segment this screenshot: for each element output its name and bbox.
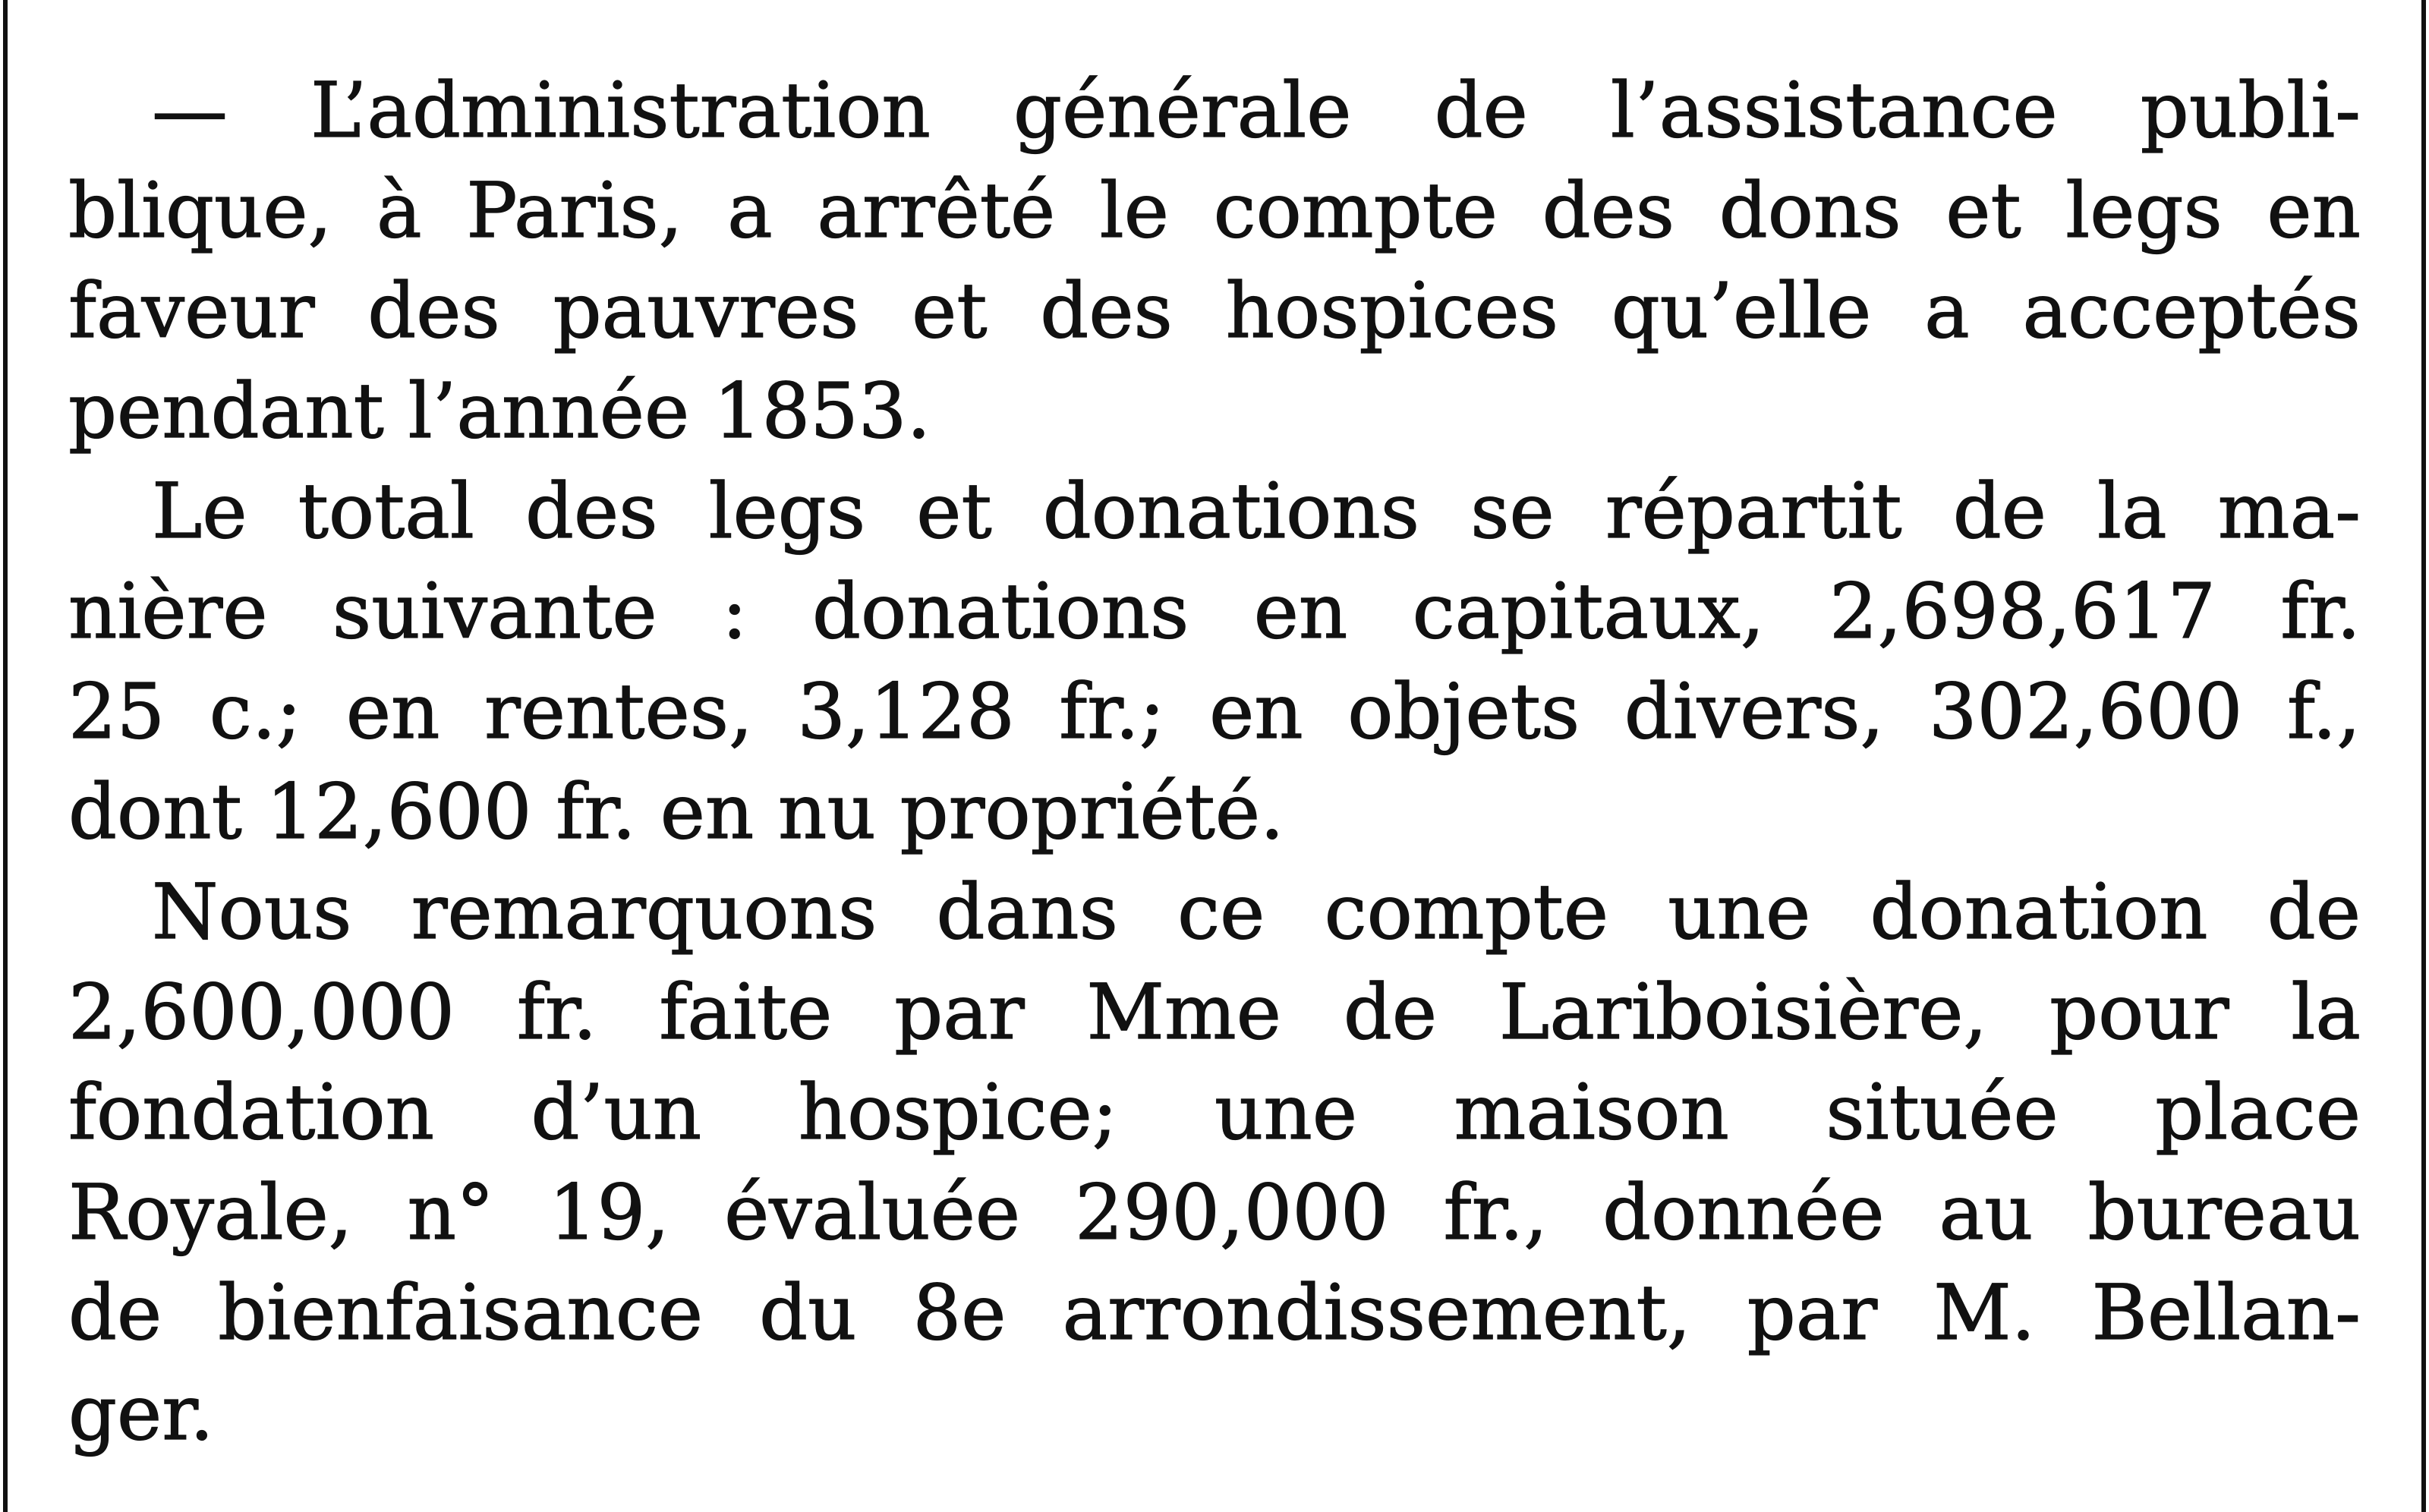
article-body bbox=[68, 61, 2361, 1463]
text-line: nière suivante : donations en capitaux, 2,698,617 fr. bbox=[68, 567, 2361, 656]
text-line: blique, à Paris, a arrêté le compte des dons et legs en bbox=[68, 166, 2361, 255]
text-line: dont 12,600 fr. en nu propriété. bbox=[68, 767, 1284, 856]
text-line: 2,600,000 fr. faite par Mme de Lariboisière, pour la bbox=[68, 968, 2361, 1057]
text-line: Royale, n° 19, évaluée 290,000 fr., donnée au bureau bbox=[68, 1168, 2361, 1257]
text-line: pendant l’année 1853. bbox=[68, 367, 931, 455]
text-line: de bienfaisance du 8e arrondissement, par M. Bellan- bbox=[68, 1268, 2361, 1357]
left-column-rule bbox=[3, 0, 8, 1512]
text-line: faveur des pauvres et des hospices qu’elle a acceptés bbox=[68, 266, 2361, 355]
text-line: Le total des legs et donations se répartit de la ma- bbox=[152, 467, 2361, 556]
paragraph-1 bbox=[68, 61, 2361, 461]
text-line: ger. bbox=[68, 1369, 214, 1457]
text-line: — L’administration générale de l’assistance publi- bbox=[152, 66, 2361, 155]
paragraph-3 bbox=[68, 862, 2361, 1463]
text-line: 25 c.; en rentes, 3,128 fr.; en objets divers, 302,600 f., bbox=[68, 667, 2361, 756]
text-line: fondation d’un hospice; une maison située place bbox=[68, 1068, 2361, 1157]
paragraph-2 bbox=[68, 461, 2361, 862]
right-column-rule bbox=[2421, 0, 2426, 1512]
text-line: Nous remarquons dans ce compte une donation de bbox=[152, 868, 2361, 956]
